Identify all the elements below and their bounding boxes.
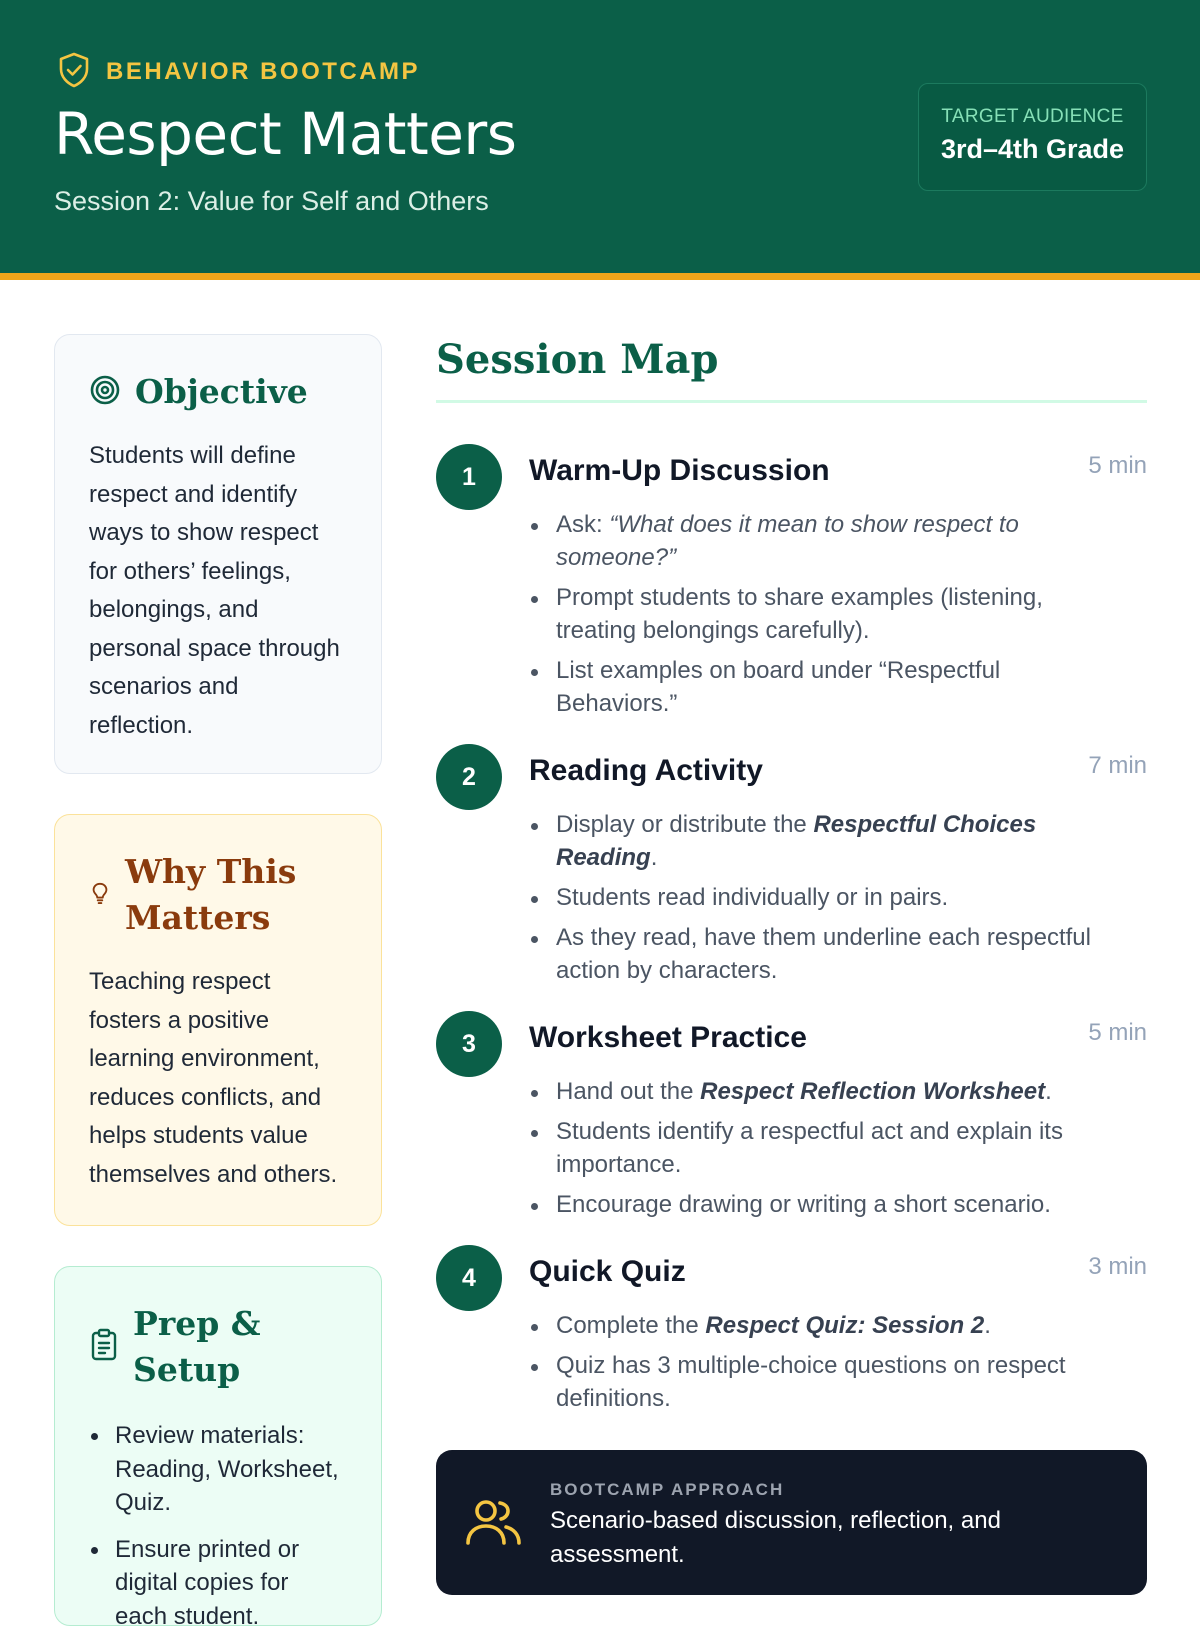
step-number: 3 — [436, 1011, 502, 1077]
clipboard-icon — [89, 1328, 119, 1367]
lightbulb-icon — [89, 879, 111, 912]
session-map-title: Session Map — [436, 336, 718, 383]
step-title: Worksheet Practice — [529, 1021, 807, 1055]
shield-check-icon — [56, 51, 92, 94]
step-title: Quick Quiz — [529, 1255, 686, 1289]
list-item: Quiz has 3 multiple-choice questions on respect definitions. — [556, 1349, 1126, 1415]
divider — [436, 400, 1147, 403]
list-item: As they read, have them underline each respectful action by characters. — [556, 921, 1126, 987]
eyebrow — [56, 54, 420, 90]
target-audience-badge — [918, 83, 1147, 191]
step-duration: 7 min — [1088, 752, 1147, 780]
audience-label: TARGET AUDIENCE — [919, 106, 1146, 128]
header-banner — [0, 0, 1200, 280]
objective-title: Objective — [135, 369, 308, 415]
page-subtitle: Session 2: Value for Self and Others — [54, 186, 489, 217]
audience-value: 3rd–4th Grade — [919, 134, 1146, 165]
objective-card — [54, 334, 382, 774]
step-number: 4 — [436, 1245, 502, 1311]
list-item: Ensure printed or digital copies for each student. — [115, 1533, 347, 1633]
list-item: Display or distribute the Respectful Choices Reading. — [556, 808, 1126, 874]
step-duration: 3 min — [1088, 1253, 1147, 1281]
step-title: Reading Activity — [529, 754, 763, 788]
approach-text: Scenario-based discussion, reflection, and assessment. — [550, 1504, 1110, 1571]
step-bullets — [556, 508, 1126, 727]
eyebrow-label: BEHAVIOR BOOTCAMP — [106, 58, 420, 86]
target-icon — [89, 374, 121, 411]
step-duration: 5 min — [1088, 452, 1147, 480]
prep-title: Prep & Setup — [133, 1301, 347, 1393]
list-item: Hand out the Respect Reflection Worksheet. — [556, 1075, 1126, 1108]
list-item: List examples on board under “Respectful Behaviors.” — [556, 654, 1126, 720]
list-item: Students identify a respectful act and explain its importance. — [556, 1115, 1126, 1181]
bootcamp-approach-panel — [436, 1450, 1147, 1595]
objective-text: Students will define respect and identify ways to show respect for others’ feelings, belongings, and personal space through scenarios and reflection. — [89, 437, 347, 745]
step-duration: 5 min — [1088, 1019, 1147, 1047]
list-item: Prompt students to share examples (listening, treating belongings carefully). — [556, 581, 1126, 647]
prep-card — [54, 1266, 382, 1626]
why-title: Why This Matters — [125, 849, 347, 941]
list-item: Ask: “What does it mean to show respect to someone?” — [556, 508, 1126, 574]
list-item: Students read individually or in pairs. — [556, 881, 1126, 914]
step-bullets — [556, 1075, 1126, 1228]
approach-label: BOOTCAMP APPROACH — [550, 1480, 784, 1500]
prep-list — [89, 1419, 347, 1633]
step-number: 1 — [436, 444, 502, 510]
page-title: Respect Matters — [54, 100, 516, 168]
list-item: Encourage drawing or writing a short scenario. — [556, 1188, 1126, 1221]
step-title: Warm-Up Discussion — [529, 454, 830, 488]
why-text: Teaching respect fosters a positive learning environment, reduces conflicts, and helps students value themselves and others. — [89, 963, 347, 1194]
why-card — [54, 814, 382, 1226]
list-item: Review materials: Reading, Worksheet, Quiz. — [115, 1419, 347, 1520]
step-bullets — [556, 1309, 1126, 1422]
list-item: Complete the Respect Quiz: Session 2. — [556, 1309, 1126, 1342]
step-number: 2 — [436, 744, 502, 810]
step-bullets — [556, 808, 1126, 994]
